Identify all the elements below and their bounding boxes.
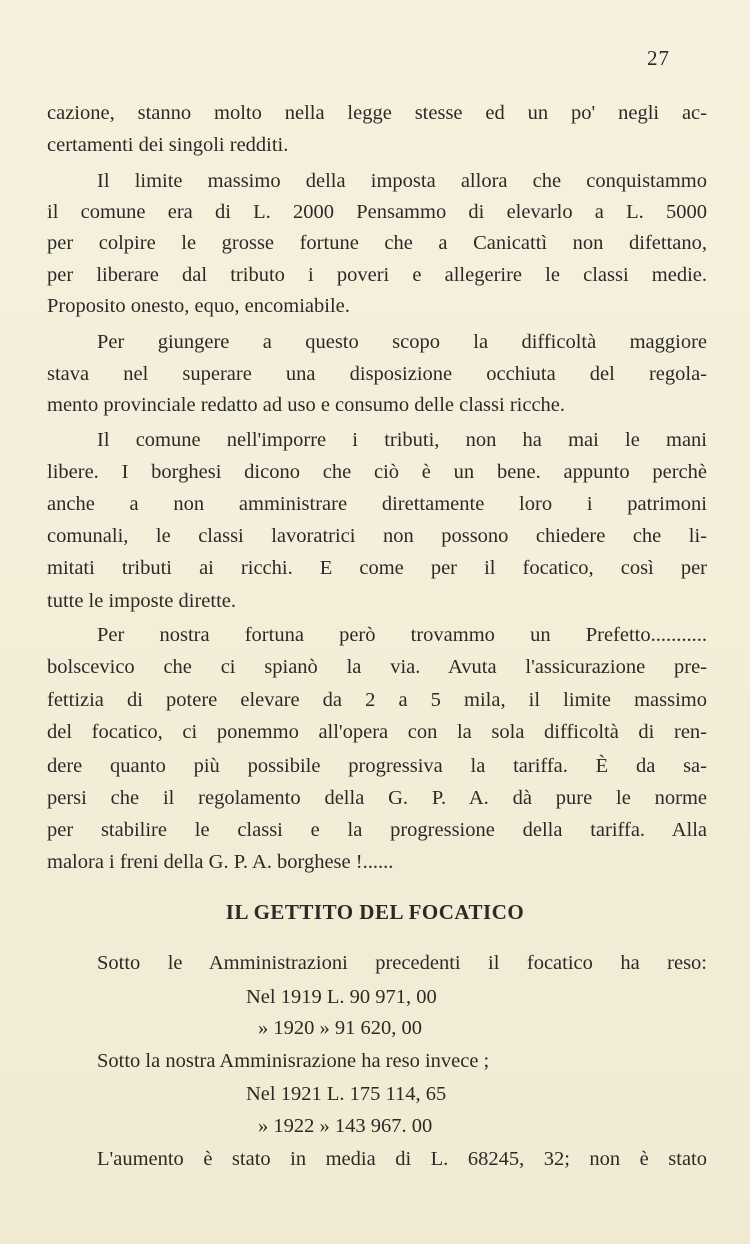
intro-ours-text: Sotto la nostra Amminisrazione ha reso invece ; <box>97 1050 490 1072</box>
text-line: per colpire le grosse fortune che a Canicattì non difettano, <box>47 232 707 254</box>
text-line: anche a non amministrare direttamente loro i patrimoni <box>47 493 707 515</box>
text-line: tutte le imposte dirette. <box>47 590 237 612</box>
text-line: per liberare dal tributo i poveri e allegerire le classi medie. <box>47 264 707 286</box>
revenue-row-1920: » 1920 » 91 620, 00 <box>258 1017 422 1039</box>
text-line: del focatico, ci ponemmo all'opera con la sola difficoltà di ren- <box>47 721 707 743</box>
text-line: fettizia di potere elevare da 2 a 5 mila, il limite massimo <box>47 689 707 711</box>
text-line: Per giungere a questo scopo la difficoltà maggiore <box>97 331 707 353</box>
text-line: persi che il regolamento della G. P. A. dà pure le norme <box>47 787 707 809</box>
text-line: Il limite massimo della imposta allora che conquistammo <box>97 170 707 192</box>
text-line: cazione, stanno molto nella legge stesse ed un po' negli ac- <box>47 102 707 124</box>
text-line: Il comune nell'imporre i tributi, non ha mai le mani <box>97 429 707 451</box>
text-line: per stabilire le classi e la progressione della tariffa. Alla <box>47 819 707 841</box>
text-line: stava nel superare una disposizione occhiuta del regola- <box>47 363 707 385</box>
intro-previous-text: Sotto le Amministrazioni precedenti il focatico ha reso: <box>97 952 707 974</box>
text-line: dere quanto più possibile progressiva la tariffa. È da sa- <box>47 755 707 777</box>
closing-text: L'aumento è stato in media di L. 68245, 32; non è stato <box>97 1148 707 1170</box>
text-line: Per nostra fortuna però trovammo un Prefetto........... <box>97 624 707 646</box>
revenue-row-1922: » 1922 » 143 967. 00 <box>258 1115 433 1137</box>
revenue-row-1919: Nel 1919 L. 90 971, 00 <box>246 986 437 1008</box>
revenue-row-1921: Nel 1921 L. 175 114, 65 <box>246 1083 447 1105</box>
text-line: il comune era di L. 2000 Pensammo di elevarlo a L. 5000 <box>47 201 707 223</box>
text-line: mento provinciale redatto ad uso e consumo delle classi ricche. <box>47 394 566 416</box>
text-line: comunali, le classi lavoratrici non possono chiedere che li- <box>47 525 707 547</box>
text-line: certamenti dei singoli redditi. <box>47 134 289 156</box>
text-line: bolscevico che ci spianò la via. Avuta l'assicurazione pre- <box>47 656 707 678</box>
text-line: Proposito onesto, equo, encomiabile. <box>47 295 350 317</box>
text-line: malora i freni della G. P. A. borghese !...... <box>47 851 394 873</box>
text-line: libere. I borghesi dicono che ciò è un bene. appunto perchè <box>47 461 707 483</box>
page-number: 27 <box>647 46 670 70</box>
text-line: mitati tributi ai ricchi. E come per il focatico, così per <box>47 557 707 579</box>
section-heading: IL GETTITO DEL FOCATICO <box>225 900 525 924</box>
